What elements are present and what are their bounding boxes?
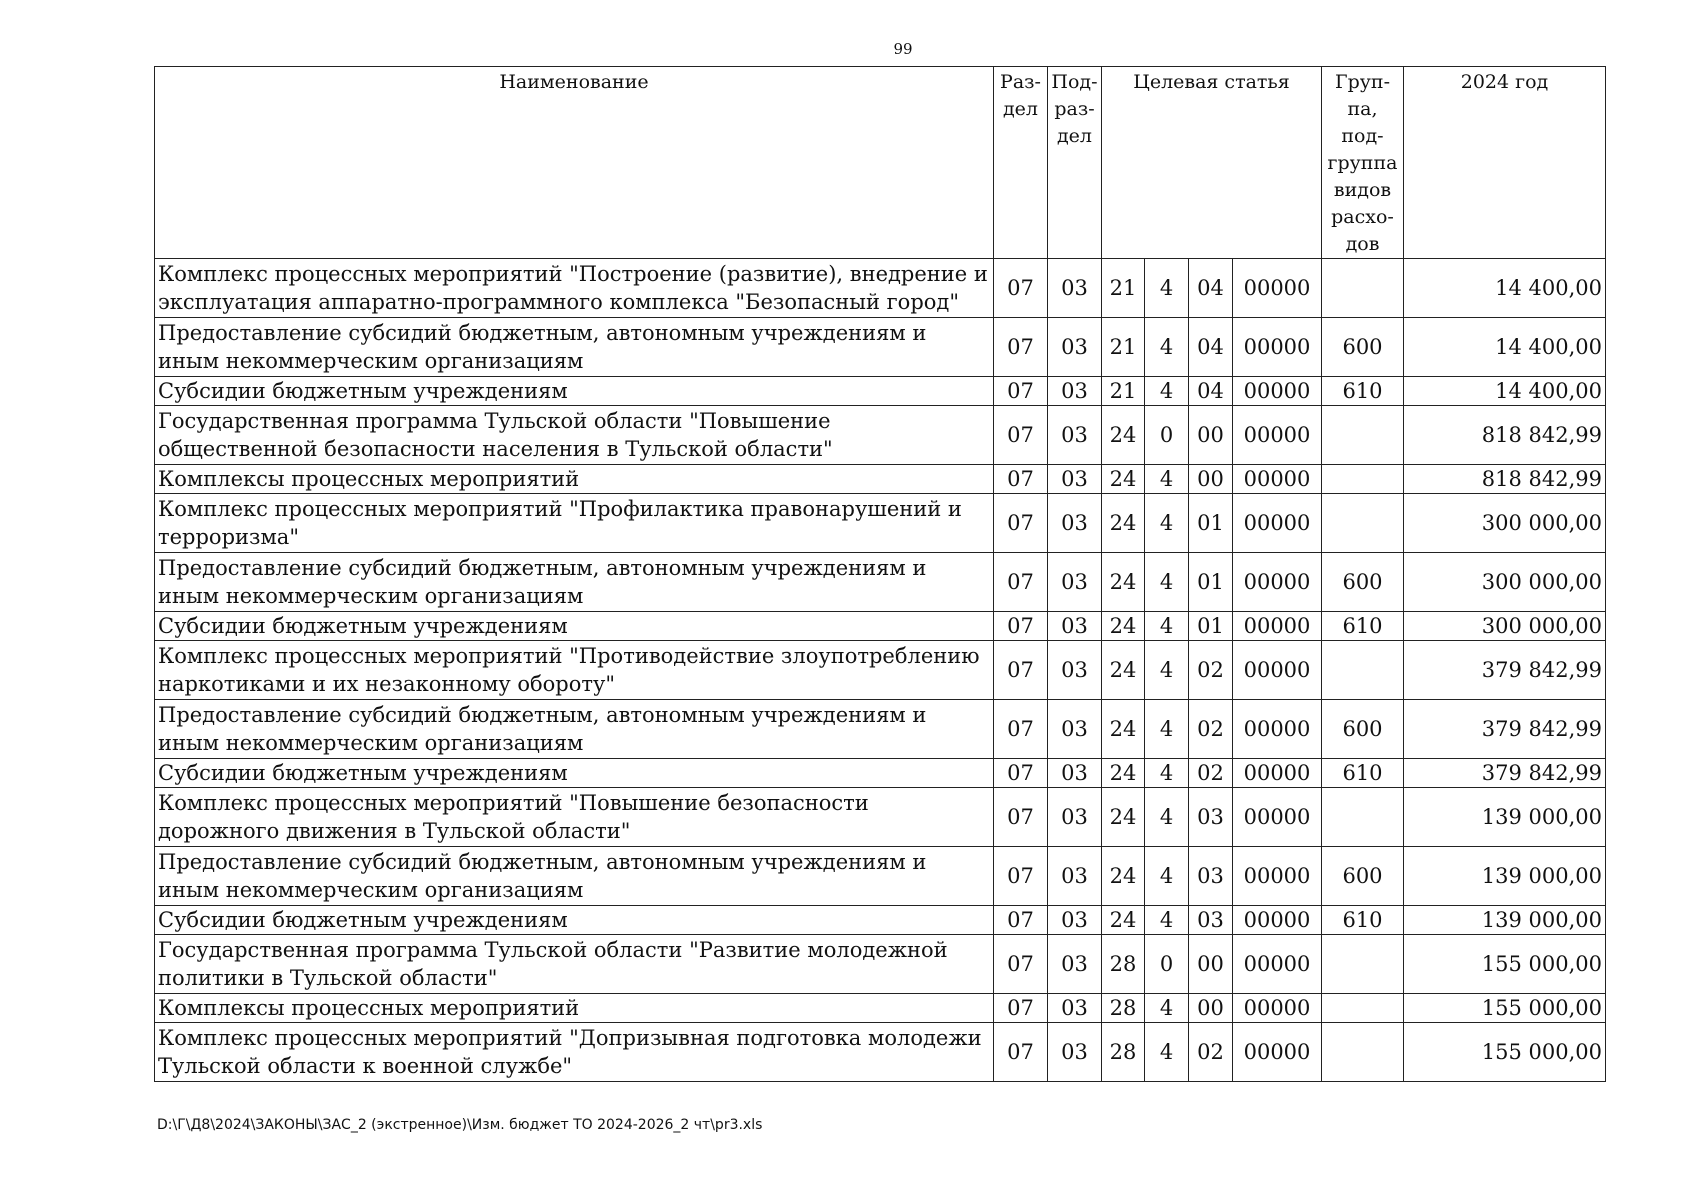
row-name: Комплекс процессных мероприятий "Профилактика правонарушений и терроризма" bbox=[155, 494, 994, 553]
row-target-direction: 00000 bbox=[1233, 1023, 1322, 1082]
row-target-type: 4 bbox=[1145, 994, 1189, 1023]
row-target-program: 24 bbox=[1102, 465, 1145, 494]
row-target-subprogram: 02 bbox=[1189, 759, 1233, 788]
table-row bbox=[155, 318, 1606, 377]
row-target-type: 4 bbox=[1145, 259, 1189, 318]
row-expense-group bbox=[1322, 641, 1404, 700]
header-year: 2024 год bbox=[1404, 67, 1606, 259]
row-section: 07 bbox=[994, 494, 1048, 553]
row-name: Комплекс процессных мероприятий "Повышение безопасности дорожного движения в Тульской области" bbox=[155, 788, 994, 847]
row-target-type: 4 bbox=[1145, 612, 1189, 641]
row-target-direction: 00000 bbox=[1233, 494, 1322, 553]
row-amount: 379 842,99 bbox=[1404, 641, 1606, 700]
row-target-direction: 00000 bbox=[1233, 465, 1322, 494]
table-row bbox=[155, 465, 1606, 494]
row-amount: 300 000,00 bbox=[1404, 612, 1606, 641]
row-amount: 300 000,00 bbox=[1404, 553, 1606, 612]
row-target-direction: 00000 bbox=[1233, 906, 1322, 935]
row-section: 07 bbox=[994, 759, 1048, 788]
row-target-type: 4 bbox=[1145, 553, 1189, 612]
row-section: 07 bbox=[994, 847, 1048, 906]
table-row bbox=[155, 377, 1606, 406]
row-subsection: 03 bbox=[1048, 612, 1102, 641]
row-target-type: 0 bbox=[1145, 406, 1189, 465]
row-name: Государственная программа Тульской области "Развитие молодежной политики в Тульской области" bbox=[155, 935, 994, 994]
row-target-direction: 00000 bbox=[1233, 612, 1322, 641]
row-subsection: 03 bbox=[1048, 465, 1102, 494]
table-row bbox=[155, 935, 1606, 994]
row-target-program: 21 bbox=[1102, 318, 1145, 377]
row-section: 07 bbox=[994, 788, 1048, 847]
row-name: Субсидии бюджетным учреждениям bbox=[155, 906, 994, 935]
row-expense-group: 600 bbox=[1322, 847, 1404, 906]
row-section: 07 bbox=[994, 406, 1048, 465]
row-subsection: 03 bbox=[1048, 318, 1102, 377]
row-name: Комплекс процессных мероприятий "Противодействие злоупотреблению наркотиками и их незаконному обороту" bbox=[155, 641, 994, 700]
header-expense-group: Груп- па, под- группа видов расхо- дов bbox=[1322, 67, 1404, 259]
row-target-type: 0 bbox=[1145, 935, 1189, 994]
row-subsection: 03 bbox=[1048, 935, 1102, 994]
row-target-subprogram: 04 bbox=[1189, 259, 1233, 318]
row-name: Комплексы процессных мероприятий bbox=[155, 465, 994, 494]
row-target-type: 4 bbox=[1145, 377, 1189, 406]
row-target-type: 4 bbox=[1145, 906, 1189, 935]
row-amount: 14 400,00 bbox=[1404, 318, 1606, 377]
row-expense-group bbox=[1322, 994, 1404, 1023]
row-target-subprogram: 03 bbox=[1189, 788, 1233, 847]
table-row bbox=[155, 994, 1606, 1023]
table-row bbox=[155, 641, 1606, 700]
row-expense-group: 610 bbox=[1322, 759, 1404, 788]
row-target-direction: 00000 bbox=[1233, 847, 1322, 906]
row-section: 07 bbox=[994, 700, 1048, 759]
row-target-program: 24 bbox=[1102, 641, 1145, 700]
table-row bbox=[155, 494, 1606, 553]
table-row bbox=[155, 1023, 1606, 1082]
row-section: 07 bbox=[994, 553, 1048, 612]
row-target-subprogram: 02 bbox=[1189, 641, 1233, 700]
table-row bbox=[155, 759, 1606, 788]
table-row bbox=[155, 553, 1606, 612]
table-row bbox=[155, 700, 1606, 759]
row-expense-group bbox=[1322, 259, 1404, 318]
row-expense-group: 610 bbox=[1322, 612, 1404, 641]
row-name: Комплекс процессных мероприятий "Допризывная подготовка молодежи Тульской области к военной службе" bbox=[155, 1023, 994, 1082]
row-subsection: 03 bbox=[1048, 259, 1102, 318]
row-target-subprogram: 02 bbox=[1189, 700, 1233, 759]
row-subsection: 03 bbox=[1048, 847, 1102, 906]
row-section: 07 bbox=[994, 1023, 1048, 1082]
row-name: Предоставление субсидий бюджетным, автономным учреждениям и иным некоммерческим организациям bbox=[155, 847, 994, 906]
row-name: Комплексы процессных мероприятий bbox=[155, 994, 994, 1023]
row-expense-group: 600 bbox=[1322, 318, 1404, 377]
page-number: 99 bbox=[893, 40, 913, 58]
row-target-subprogram: 01 bbox=[1189, 553, 1233, 612]
row-amount: 155 000,00 bbox=[1404, 1023, 1606, 1082]
row-section: 07 bbox=[994, 259, 1048, 318]
row-target-subprogram: 03 bbox=[1189, 847, 1233, 906]
header-section: Раз- дел bbox=[994, 67, 1048, 259]
row-amount: 818 842,99 bbox=[1404, 465, 1606, 494]
row-expense-group bbox=[1322, 494, 1404, 553]
row-amount: 139 000,00 bbox=[1404, 906, 1606, 935]
row-subsection: 03 bbox=[1048, 553, 1102, 612]
row-target-subprogram: 04 bbox=[1189, 318, 1233, 377]
row-target-program: 21 bbox=[1102, 259, 1145, 318]
budget-table bbox=[154, 66, 1606, 1082]
row-target-program: 28 bbox=[1102, 994, 1145, 1023]
row-target-direction: 00000 bbox=[1233, 377, 1322, 406]
row-target-direction: 00000 bbox=[1233, 641, 1322, 700]
table-row bbox=[155, 788, 1606, 847]
table-row bbox=[155, 406, 1606, 465]
row-target-type: 4 bbox=[1145, 641, 1189, 700]
row-target-direction: 00000 bbox=[1233, 553, 1322, 612]
row-amount: 139 000,00 bbox=[1404, 847, 1606, 906]
row-target-program: 24 bbox=[1102, 612, 1145, 641]
row-target-subprogram: 01 bbox=[1189, 612, 1233, 641]
row-target-program: 24 bbox=[1102, 759, 1145, 788]
row-target-type: 4 bbox=[1145, 700, 1189, 759]
row-name: Предоставление субсидий бюджетным, автономным учреждениям и иным некоммерческим организациям bbox=[155, 553, 994, 612]
row-target-program: 24 bbox=[1102, 847, 1145, 906]
table-row bbox=[155, 259, 1606, 318]
row-name: Предоставление субсидий бюджетным, автономным учреждениям и иным некоммерческим организациям bbox=[155, 318, 994, 377]
row-name: Субсидии бюджетным учреждениям bbox=[155, 759, 994, 788]
row-target-program: 24 bbox=[1102, 906, 1145, 935]
row-target-program: 24 bbox=[1102, 406, 1145, 465]
row-subsection: 03 bbox=[1048, 700, 1102, 759]
row-section: 07 bbox=[994, 906, 1048, 935]
row-target-subprogram: 01 bbox=[1189, 494, 1233, 553]
table-row bbox=[155, 847, 1606, 906]
row-target-direction: 00000 bbox=[1233, 700, 1322, 759]
row-subsection: 03 bbox=[1048, 906, 1102, 935]
row-subsection: 03 bbox=[1048, 406, 1102, 465]
row-target-direction: 00000 bbox=[1233, 759, 1322, 788]
row-section: 07 bbox=[994, 641, 1048, 700]
row-section: 07 bbox=[994, 612, 1048, 641]
row-expense-group bbox=[1322, 1023, 1404, 1082]
row-target-direction: 00000 bbox=[1233, 406, 1322, 465]
row-subsection: 03 bbox=[1048, 641, 1102, 700]
row-section: 07 bbox=[994, 465, 1048, 494]
row-target-subprogram: 00 bbox=[1189, 935, 1233, 994]
row-subsection: 03 bbox=[1048, 1023, 1102, 1082]
row-target-direction: 00000 bbox=[1233, 318, 1322, 377]
row-name: Комплекс процессных мероприятий "Построение (развитие), внедрение и эксплуатация аппаратно-программного комплекса "Безопасный город" bbox=[155, 259, 994, 318]
header-subsection: Под- раз- дел bbox=[1048, 67, 1102, 259]
row-target-direction: 00000 bbox=[1233, 788, 1322, 847]
row-target-subprogram: 04 bbox=[1189, 377, 1233, 406]
row-name: Предоставление субсидий бюджетным, автономным учреждениям и иным некоммерческим организациям bbox=[155, 700, 994, 759]
table-row bbox=[155, 906, 1606, 935]
row-target-subprogram: 00 bbox=[1189, 994, 1233, 1023]
row-expense-group bbox=[1322, 935, 1404, 994]
row-target-subprogram: 00 bbox=[1189, 406, 1233, 465]
row-section: 07 bbox=[994, 935, 1048, 994]
row-subsection: 03 bbox=[1048, 377, 1102, 406]
row-name: Государственная программа Тульской области "Повышение общественной безопасности населения в Тульской области" bbox=[155, 406, 994, 465]
row-target-direction: 00000 bbox=[1233, 935, 1322, 994]
row-expense-group bbox=[1322, 788, 1404, 847]
row-target-direction: 00000 bbox=[1233, 994, 1322, 1023]
row-target-type: 4 bbox=[1145, 788, 1189, 847]
row-expense-group bbox=[1322, 406, 1404, 465]
row-subsection: 03 bbox=[1048, 759, 1102, 788]
row-expense-group: 600 bbox=[1322, 700, 1404, 759]
row-amount: 818 842,99 bbox=[1404, 406, 1606, 465]
row-amount: 379 842,99 bbox=[1404, 700, 1606, 759]
row-amount: 379 842,99 bbox=[1404, 759, 1606, 788]
row-amount: 300 000,00 bbox=[1404, 494, 1606, 553]
row-target-program: 24 bbox=[1102, 553, 1145, 612]
row-name: Субсидии бюджетным учреждениям bbox=[155, 377, 994, 406]
table-header-row bbox=[155, 67, 1606, 259]
row-target-subprogram: 03 bbox=[1189, 906, 1233, 935]
row-amount: 14 400,00 bbox=[1404, 259, 1606, 318]
row-expense-group: 610 bbox=[1322, 906, 1404, 935]
header-name: Наименование bbox=[155, 67, 994, 259]
row-section: 07 bbox=[994, 994, 1048, 1023]
row-target-type: 4 bbox=[1145, 494, 1189, 553]
row-subsection: 03 bbox=[1048, 994, 1102, 1023]
row-subsection: 03 bbox=[1048, 788, 1102, 847]
row-expense-group: 610 bbox=[1322, 377, 1404, 406]
row-section: 07 bbox=[994, 377, 1048, 406]
header-target-article: Целевая статья bbox=[1102, 67, 1322, 259]
row-name: Субсидии бюджетным учреждениям bbox=[155, 612, 994, 641]
row-target-program: 28 bbox=[1102, 935, 1145, 994]
row-amount: 14 400,00 bbox=[1404, 377, 1606, 406]
row-target-type: 4 bbox=[1145, 847, 1189, 906]
row-expense-group bbox=[1322, 465, 1404, 494]
row-target-type: 4 bbox=[1145, 318, 1189, 377]
table-row bbox=[155, 612, 1606, 641]
row-target-type: 4 bbox=[1145, 1023, 1189, 1082]
row-target-type: 4 bbox=[1145, 759, 1189, 788]
row-target-subprogram: 00 bbox=[1189, 465, 1233, 494]
row-target-type: 4 bbox=[1145, 465, 1189, 494]
row-target-program: 24 bbox=[1102, 700, 1145, 759]
row-amount: 155 000,00 bbox=[1404, 994, 1606, 1023]
row-target-program: 28 bbox=[1102, 1023, 1145, 1082]
row-target-subprogram: 02 bbox=[1189, 1023, 1233, 1082]
row-target-direction: 00000 bbox=[1233, 259, 1322, 318]
file-path-footer: D:\Г\Д8\2024\ЗАКОНЫ\ЗАС_2 (экстренное)\Изм. бюджет ТО 2024-2026_2 чт\pr3.xls bbox=[157, 1117, 763, 1133]
row-target-program: 24 bbox=[1102, 788, 1145, 847]
row-target-program: 21 bbox=[1102, 377, 1145, 406]
row-section: 07 bbox=[994, 318, 1048, 377]
row-subsection: 03 bbox=[1048, 494, 1102, 553]
row-target-program: 24 bbox=[1102, 494, 1145, 553]
row-amount: 139 000,00 bbox=[1404, 788, 1606, 847]
row-amount: 155 000,00 bbox=[1404, 935, 1606, 994]
row-expense-group: 600 bbox=[1322, 553, 1404, 612]
